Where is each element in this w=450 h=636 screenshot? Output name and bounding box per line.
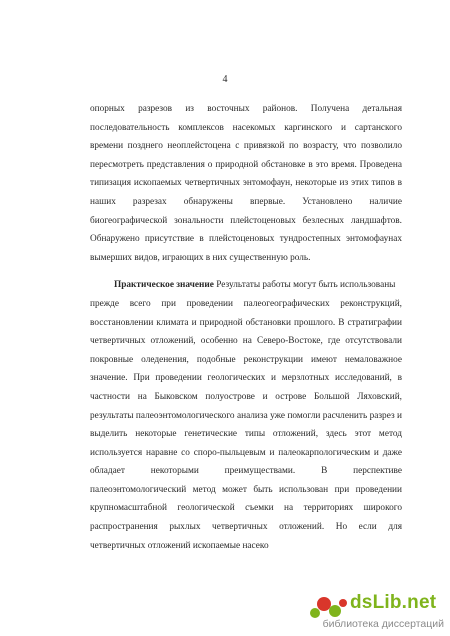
dslib-watermark — [308, 592, 444, 632]
text-line: покровные оледенения, подобные реконструкции имеют немаловажное — [90, 354, 402, 365]
text-line: опорных разрезов из восточных районов. Получена детальная — [90, 104, 402, 114]
text-line: крупномасштабной геологической съемки на территориях широкого — [90, 503, 402, 514]
text-line: прежде всего при проведении палеогеографических реконструкций, — [90, 298, 402, 309]
text-line: типизация ископаемых четвертичных энтомофаун, некоторые из этих типов в — [90, 178, 402, 189]
page-number: 4 — [222, 74, 228, 85]
text-line: обладает некоторыми преимуществами. В перспективе — [90, 466, 402, 477]
paragraph-heading: Практическое значение — [114, 280, 214, 291]
text-fragment: Результаты работы могут быть использованы — [216, 280, 396, 291]
watermark-subtitle: библиотека диссертаций — [322, 618, 444, 630]
text-line: последовательность комплексов насекомых каргинского и сартанского — [90, 122, 402, 133]
text-line: используется наравне со споро-пыльцевым и палеокарпологическим и даже — [90, 447, 402, 458]
text-line: Обнаружено присутствие в плейстоценовых тундростепных энтомофаунах — [90, 234, 402, 245]
text-line: пересмотреть представления о природной обстановке в это время. Проведена — [90, 159, 402, 170]
text-line: частности на Быковском полуострове и острове Большой Ляховский, — [90, 391, 402, 402]
dslib-logo-icon — [308, 594, 348, 620]
text-line: биогеографической зональности плейстоценовых безлесных ландшафтов. — [90, 215, 402, 226]
document-body — [90, 100, 402, 555]
text-line: значение. При проведении геологических и мерзлотных исследований, в — [90, 373, 402, 384]
text-line: результаты палеоэнтомологического анализа уже помогли расчленить разрез и — [90, 410, 402, 421]
text-line: палеоэнтомологический метод может быть использован при проведении — [90, 484, 402, 495]
text-line: наших разрезах обнаружены впервые. Установлено наличие — [90, 196, 402, 207]
watermark-brand: dsLib.net — [350, 592, 437, 613]
text-line: распространения рыхлых четвертичных отложений. Но если для — [90, 522, 402, 533]
text-line: четвертичных отложений, особенно на Северо-Востоке, где отсутствовали — [90, 336, 402, 347]
text-line: четвертичных отложений ископаемые насеко — [90, 540, 269, 551]
text-line: выделить некоторые генетические типы отложений, здесь этот метод — [90, 429, 402, 440]
text-line: вымерших видов, играющих в них существенную роль. — [90, 252, 311, 263]
paragraph-heading-line — [90, 276, 402, 295]
text-line: восстановлении климата и природной обстановки прошлого. В стратиграфии — [90, 317, 402, 328]
text-line: времени позднего неоплейстоцена с привязкой по возрасту, что позволило — [90, 141, 402, 152]
